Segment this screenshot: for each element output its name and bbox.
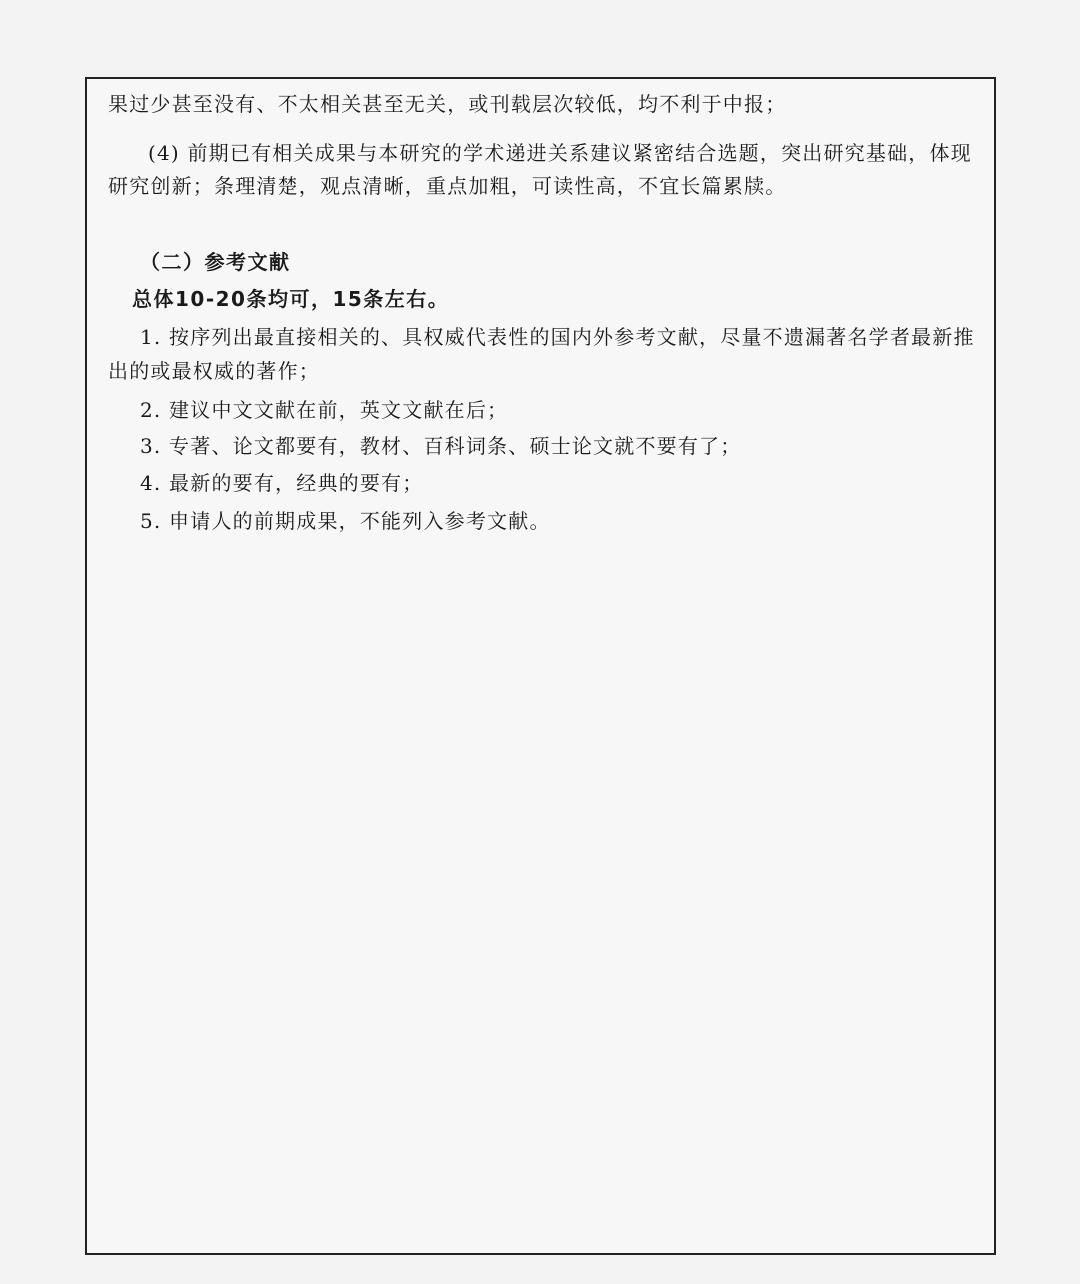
list-item-3: 3. 专著、论文都要有，教材、百科词条、硕士论文就不要有了；	[140, 434, 742, 458]
list-item-5: 5. 申请人的前期成果，不能列入参考文献。	[140, 509, 551, 533]
list-item-2: 2. 建议中文文献在前，英文文献在后；	[140, 398, 509, 422]
list-item-4: 4. 最新的要有，经典的要有；	[140, 471, 424, 495]
list-item-1-line-1: 1. 按序列出最直接相关的、具权威代表性的国内外参考文献，尽量不遗漏著名学者最新推	[140, 325, 975, 349]
section-heading: （二）参考文献	[140, 250, 291, 274]
point-4-line-2: 研究创新；条理清楚，观点清晰，重点加粗，可读性高，不宜长篇累牍。	[108, 174, 787, 198]
point-4-line-1: (4) 前期已有相关成果与本研究的学术递进关系建议紧密结合选题，突出研究基础，体现	[148, 141, 972, 165]
list-item-1-line-2: 出的或最权威的著作；	[108, 359, 320, 383]
section-summary: 总体10-20条均可，15条左右。	[132, 287, 450, 311]
continuation-line: 果过少甚至没有、不太相关甚至无关，或刊载层次较低，均不利于中报；	[108, 92, 787, 116]
